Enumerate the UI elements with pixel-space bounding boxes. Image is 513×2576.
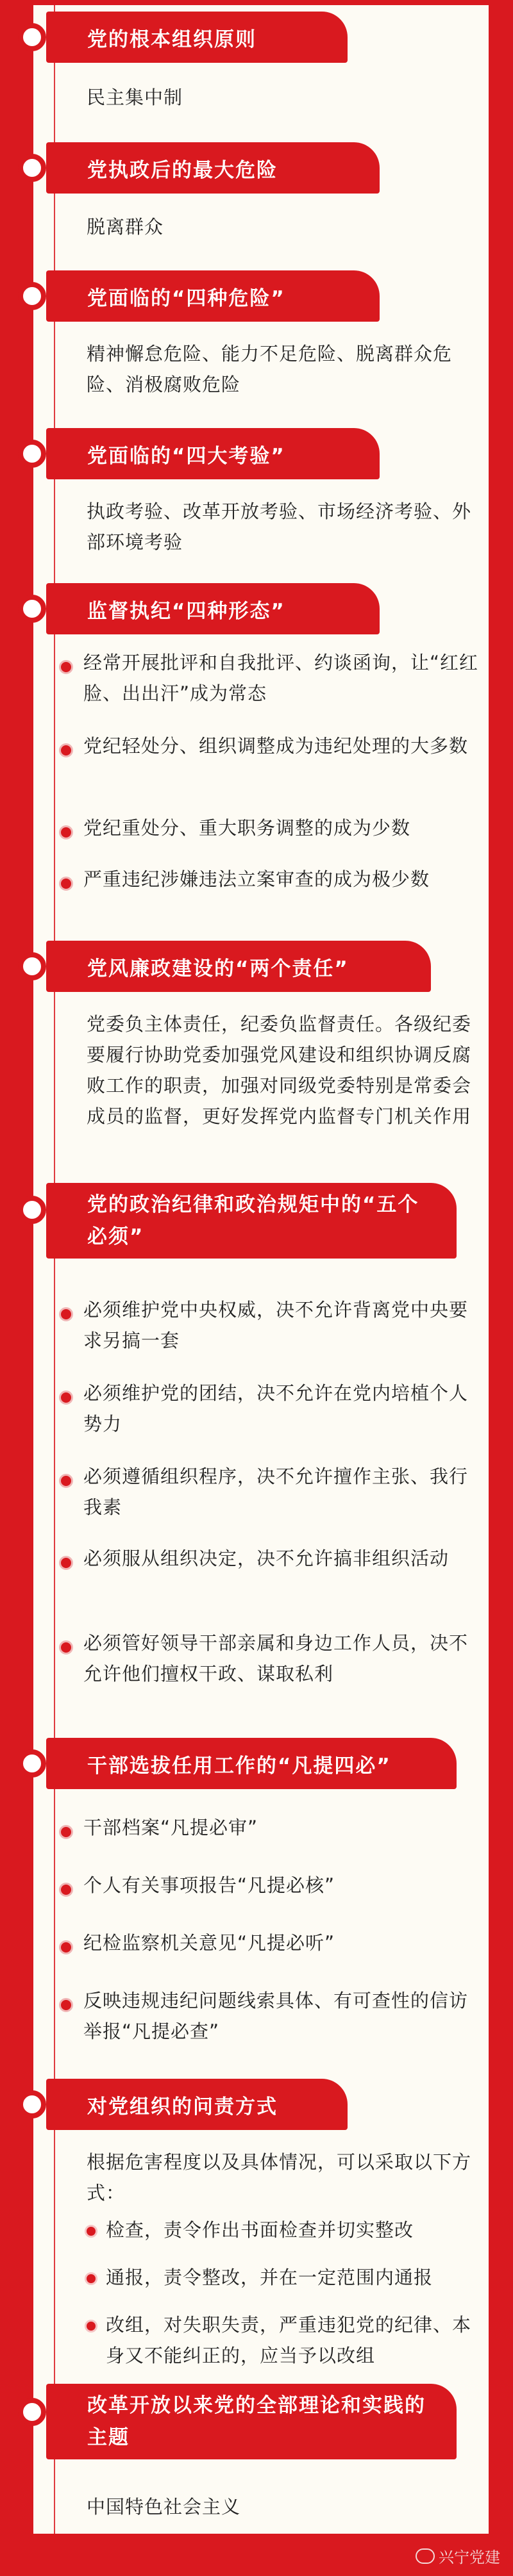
list-bullet [59,1883,73,1897]
watermark [416,2545,500,2567]
sub-bullet [85,2225,97,2238]
sub-item: 通报，责令整改，并在一定范围内通报 [106,2266,433,2288]
section-text: 中国特色社会主义 [87,2496,241,2518]
list-item: 必须维护党中央权威，决不允许背离党中央要求另搞一套 [83,1299,469,1351]
section-title: 干部选拔任用工作的“凡提四必” [46,1738,457,1789]
wechat-icon [416,2548,435,2564]
sub-item: 改组，对失职失责，严重违犯党的纪律、本身又不能纠正的，应当予以改组 [106,2314,472,2366]
timeline-dot [18,154,46,182]
timeline-dot [18,282,46,310]
list-item: 经常开展批评和自我批评、约谈函询，让“红红脸、出出汗”成为常态 [83,652,479,704]
section-title: 党的根本组织原则 [46,12,348,63]
section-title: 党面临的“四大考验” [46,428,380,479]
list-item: 反映违规违纪问题线索具体、有可查性的信访举报“凡提必查” [83,1990,469,2042]
section-title: 改革开放以来党的全部理论和实践的主题 [46,2384,457,2459]
list-bullet [59,1474,73,1488]
list-bullet [59,877,73,891]
section-title: 党面临的“四种危险” [46,270,380,322]
timeline-dot [18,23,46,51]
section-text: 民主集中制 [87,87,183,108]
timeline-rail [54,5,55,2543]
list-item: 必须遵循组织程序，决不允许擅作主张、我行我素 [83,1466,469,1518]
list-bullet [59,1640,73,1655]
list-bullet [59,825,73,839]
list-item: 干部档案“凡提必审” [83,1817,258,1838]
section-text: 党委负主体责任，纪委负监督责任。各级纪委要履行协助党委加强党风建设和组织协调反腐败工作的职责，加强对同级党委特别是常委会成员的监督，更好发挥党内监督专门机关作用 [87,1013,472,1127]
list-item: 党纪重处分、重大职务调整的成为少数 [83,817,411,839]
list-item: 必须维护党的团结，决不允许在党内培植个人势力 [83,1382,469,1435]
list-item: 必须管好领导干部亲属和身边工作人员，决不允许他们擅权干政、谋取私利 [83,1632,469,1685]
list-item: 党纪轻处分、组织调整成为违纪处理的大多数 [83,735,469,757]
list-item: 个人有关事项报告“凡提必核” [83,1874,335,1896]
timeline-dot [18,595,46,623]
section-text: 执政考验、改革开放考验、市场经济考验、外部环境考验 [87,500,472,553]
timeline-dot [18,1749,46,1778]
section-title: 党的政治纪律和政治规矩中的“五个必须” [46,1183,457,1259]
list-bullet [59,743,73,757]
list-item: 必须服从组织决定，决不允许搞非组织活动 [83,1548,450,1569]
timeline-dot [18,952,46,980]
list-bullet [59,1998,73,2012]
section-text: 脱离群众 [87,216,164,238]
timeline-dot [18,1196,46,1224]
section-text: 精神懈怠危险、能力不足危险、脱离群众危险、消极腐败危险 [87,343,453,395]
list-bullet [59,1391,73,1405]
sub-item: 检查，责令作出书面检查并切实整改 [106,2219,414,2241]
list-bullet [59,1940,73,1954]
timeline-dot [18,440,46,468]
list-bullet [59,1825,73,1839]
section-title: 监督执纪“四种形态” [46,583,380,634]
section-title: 对党组织的问责方式 [46,2079,348,2130]
list-item: 严重违纪涉嫌违法立案审查的成为极少数 [83,868,430,890]
timeline-dot [18,2090,46,2118]
section-title: 党执政后的最大危险 [46,142,380,194]
section-title: 党风廉政建设的“两个责任” [46,941,431,992]
list-bullet [59,1556,73,1570]
watermark-text: 兴宁党建 [439,2548,500,2566]
list-bullet [59,660,73,674]
sub-bullet [85,2320,97,2332]
list-bullet [59,1307,73,1321]
timeline-dot [18,2398,46,2426]
section-text: 根据危害程度以及具体情况，可以采取以下方式： [87,2151,472,2204]
sub-bullet [85,2272,97,2285]
list-item: 纪检监察机关意见“凡提必听” [83,1932,335,1954]
